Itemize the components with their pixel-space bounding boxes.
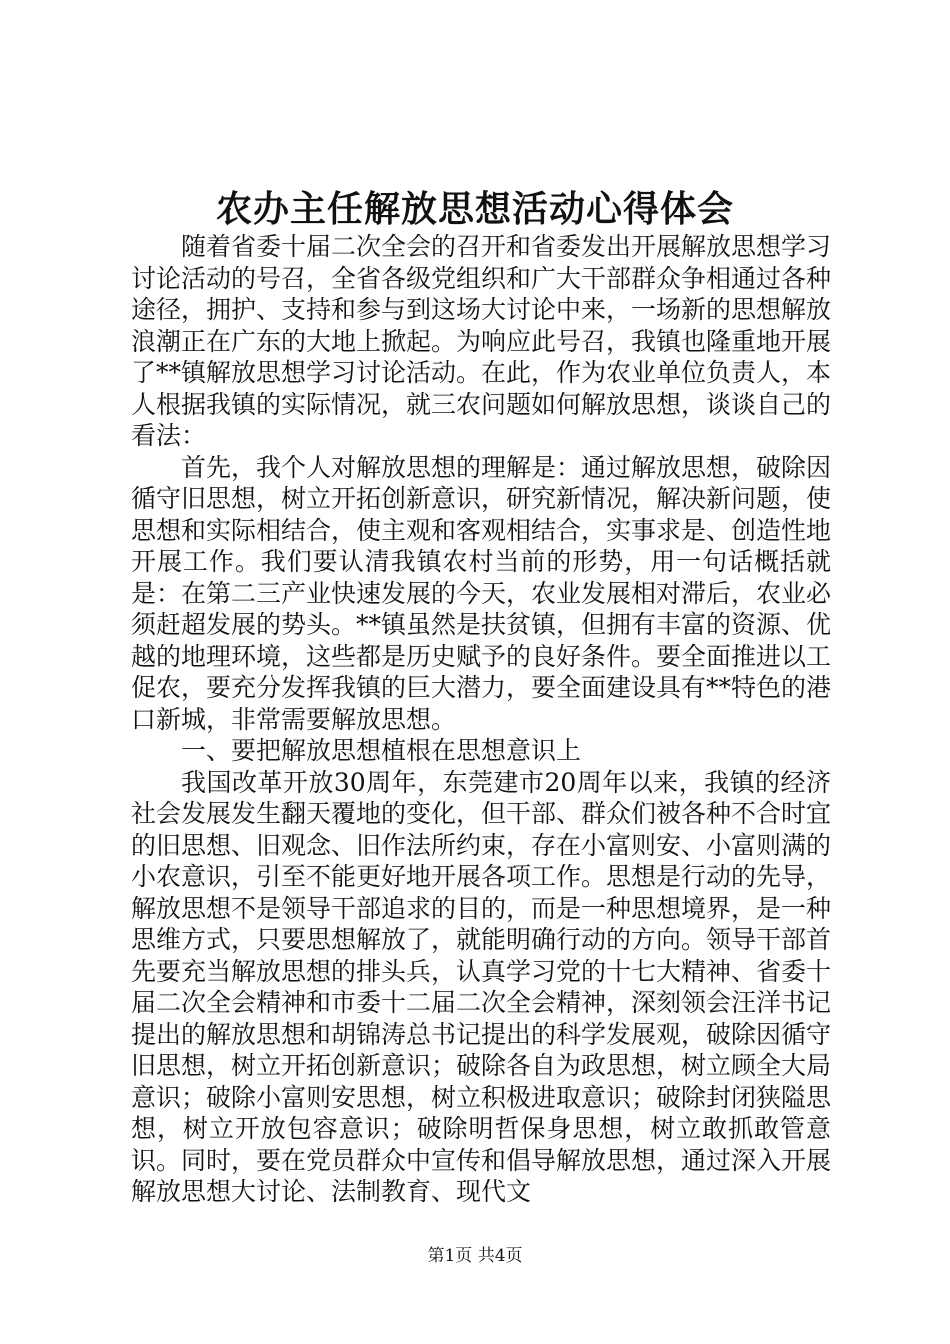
document-body xyxy=(131,231,831,1208)
paragraph-section-one: 我国改革开放30周年，东莞建市20周年以来，我镇的经济社会发展发生翻天覆地的变化，但干部、群众们被各种不合时宜的旧思想、旧观念、旧作法所约束，存在小富则安、小富则满的小农意识，引至不能更好地开展各项工作。思想是行动的先导，解放思想不是领导干部追求的目的，而是一种思想境界，是一种思维方式，只要思想解放了，就能明确行动的方向。领导干部首先要充当解放思想的排头兵，认真学习党的十七大精神、省委十届二次全会精神和市委十二届二次全会精神，深刻领会汪洋书记提出的解放思想和胡锦涛总书记提出的科学发展观，破除因循守旧思想，树立开拓创新意识；破除各自为政思想，树立顾全大局意识；破除小富则安思想，树立积极进取意识；破除封闭狭隘思想，树立开放包容意识；破除明哲保身思想，树立敢抓敢管意识。同时，要在党员群众中宣传和倡导解放思想，通过深入开展解放思想大讨论、法制教育、现代文 xyxy=(131,767,832,1206)
paragraph-understanding: 首先，我个人对解放思想的理解是：通过解放思想，破除因循守旧思想，树立开拓创新意识，研究新情况，解决新问题，使思想和实际相结合，使主观和客观相结合，实事求是、创造性地开展工作。我们要认清我镇农村当前的形势，用一句话概括就是：在第二三产业快速发展的今天，农业发展相对滞后，农业必须赶超发展的势头。**镇虽然是扶贫镇，但拥有丰富的资源、优越的地理环境，这些都是历史赋予的良好条件。要全面推进以工促农，要充分发挥我镇的巨大潜力，要全面建设具有**特色的港口新城，非常需要解放思想。 xyxy=(131,452,832,734)
page-number: 第1页 共4页 xyxy=(427,1246,523,1266)
section-heading: 一、要把解放思想植根在思想意识上 xyxy=(181,736,582,765)
document-title: 农办主任解放思想活动心得体会 xyxy=(215,188,734,230)
paragraph-intro: 随着省委十届二次全会的召开和省委发出开展解放思想学习讨论活动的号召，全省各级党组织和广大干部群众争相通过各种途径，拥护、支持和参与到这场大讨论中来，一场新的思想解放浪潮正在广东的大地上掀起。为响应此号召，我镇也隆重地开展了**镇解放思想学习讨论活动。在此，作为农业单位负责人，本人根据我镇的实际情况，就三农问题如何解放思想，谈谈自己的看法： xyxy=(131,232,832,450)
